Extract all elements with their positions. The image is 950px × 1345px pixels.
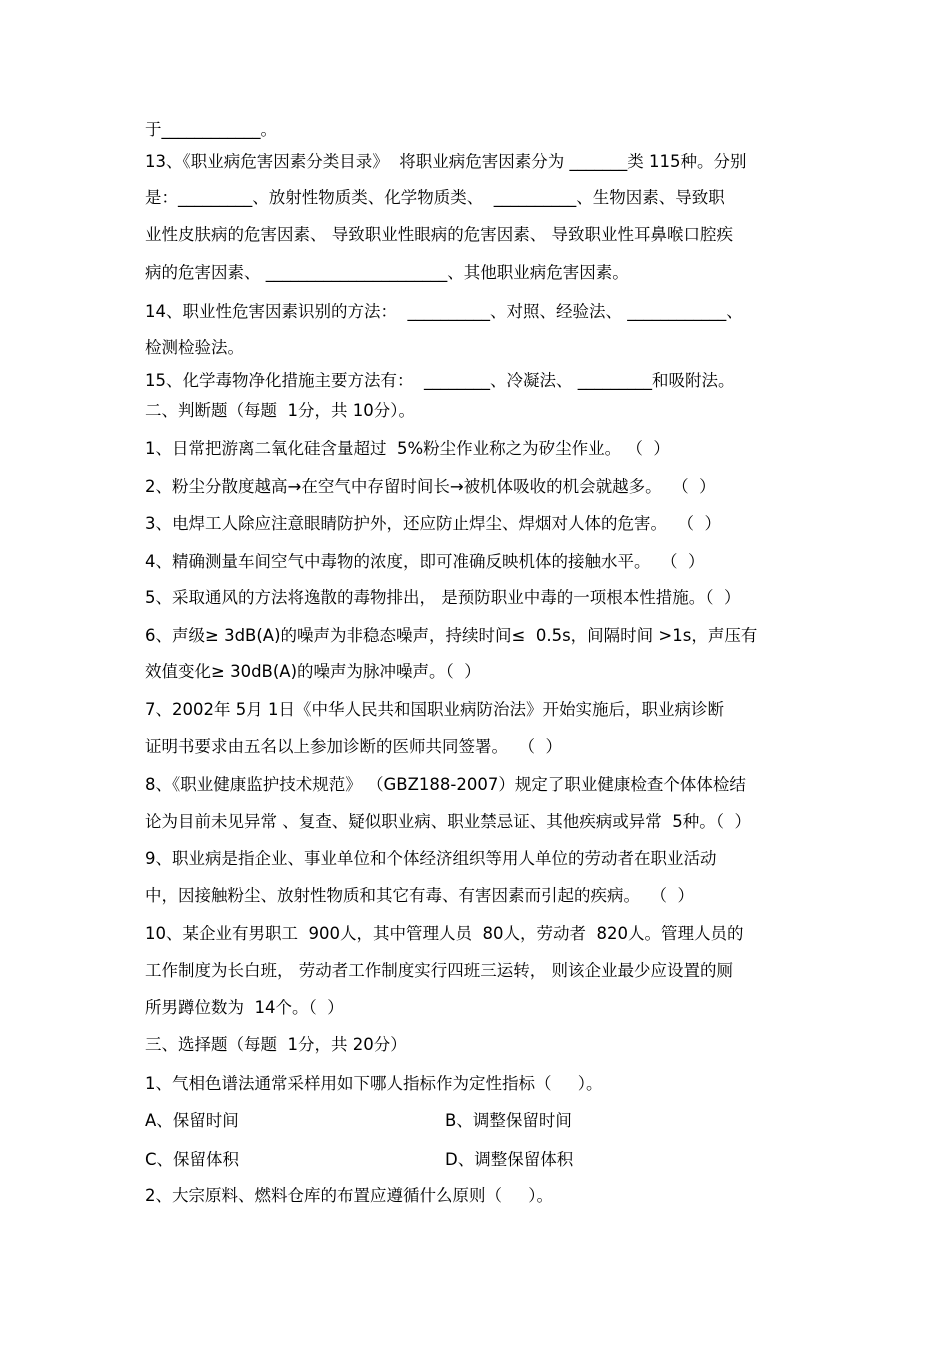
text-line: 2、大宗原料、燃料仓库的布置应遵循什么原则（ ）。 (145, 1186, 553, 1205)
option-d: D、调整保留体积 (445, 1150, 574, 1169)
text-line: 14、职业性危害因素识别的方法： __________、对照、经验法、 ____________、 (145, 302, 743, 321)
text-line: 是：_________、放射性物质类、化学物质类、 __________、生物因素、导致职 (145, 188, 725, 207)
text-line: 中，因接触粉尘、放射性物质和其它有毒、有害因素而引起的疾病。 （ ） (145, 886, 694, 905)
option-a: A、保留时间 (145, 1111, 239, 1130)
text-line: 工作制度为长白班， 劳动者工作制度实行四班三运转， 则该企业最少应设置的厕 (145, 961, 733, 980)
text-line: 7、2002年 5月 1日《中华人民共和国职业病防治法》开始实施后，职业病诊断 (145, 700, 724, 719)
text-line: 8、《职业健康监护技术规范》 （GBZ188-2007）规定了职业健康检查个体体检结 (145, 775, 746, 794)
section-heading: 二、判断题（每题 1分，共 10分）。 (145, 401, 415, 420)
text-line: 效值变化≥ 30dB(A)的噪声为脉冲噪声。（ ） (145, 662, 481, 681)
text-line: 9、职业病是指企业、事业单位和个体经济组织等用人单位的劳动者在职业活动 (145, 849, 717, 868)
text-line: 5、采取通风的方法将逸散的毒物排出， 是预防职业中毒的一项根本性措施。（ ） (145, 588, 741, 607)
text-line: 13、《职业病危害因素分类目录》 将职业病危害因素分为 _______类 115种。分别 (145, 152, 747, 171)
text-line: 10、某企业有男职工 900人，其中管理人员 80人，劳动者 820人。管理人员的 (145, 924, 744, 943)
text-line: 病的危害因素、 ______________________、其他职业病危害因素。 (145, 263, 629, 282)
section-heading: 三、选择题（每题 1分，共 20分） (145, 1035, 407, 1054)
text-line: 于____________。 (145, 120, 277, 139)
text-line: 所男蹲位数为 14个。（ ） (145, 998, 344, 1017)
text-line: 论为目前未见异常 、复查、疑似职业病、职业禁忌证、其他疾病或异常 5种。（ ） (145, 812, 751, 831)
text-line: 3、电焊工人除应注意眼睛防护外，还应防止焊尘、焊烟对人体的危害。 （ ） (145, 514, 721, 533)
option-c: C、保留体积 (145, 1150, 240, 1169)
text-line: 证明书要求由五名以上参加诊断的医师共同签署。 （ ） (145, 737, 562, 756)
text-line: 检测检验法。 (145, 338, 244, 357)
text-line: 1、气相色谱法通常采样用如下哪人指标作为定性指标（ ）。 (145, 1074, 603, 1093)
text-line: 业性皮肤病的危害因素、 导致职业性眼病的危害因素、 导致职业性耳鼻喉口腔疾 (145, 225, 733, 244)
text-line: 6、声级≥ 3dB(A)的噪声为非稳态噪声，持续时间≤ 0.5s，间隔时间 >1s，声压有 (145, 626, 758, 645)
option-b: B、调整保留时间 (445, 1111, 572, 1130)
text-line: 2、粉尘分散度越高→在空气中存留时间长→被机体吸收的机会就越多。 （ ） (145, 477, 716, 496)
text-line: 1、日常把游离二氧化硅含量超过 5%粉尘作业称之为矽尘作业。 （ ） (145, 439, 670, 458)
text-line: 4、精确测量车间空气中毒物的浓度，即可准确反映机体的接触水平。 （ ） (145, 552, 705, 571)
text-line: 15、化学毒物净化措施主要方法有： ________、冷凝法、 _________和吸附法。 (145, 371, 735, 390)
